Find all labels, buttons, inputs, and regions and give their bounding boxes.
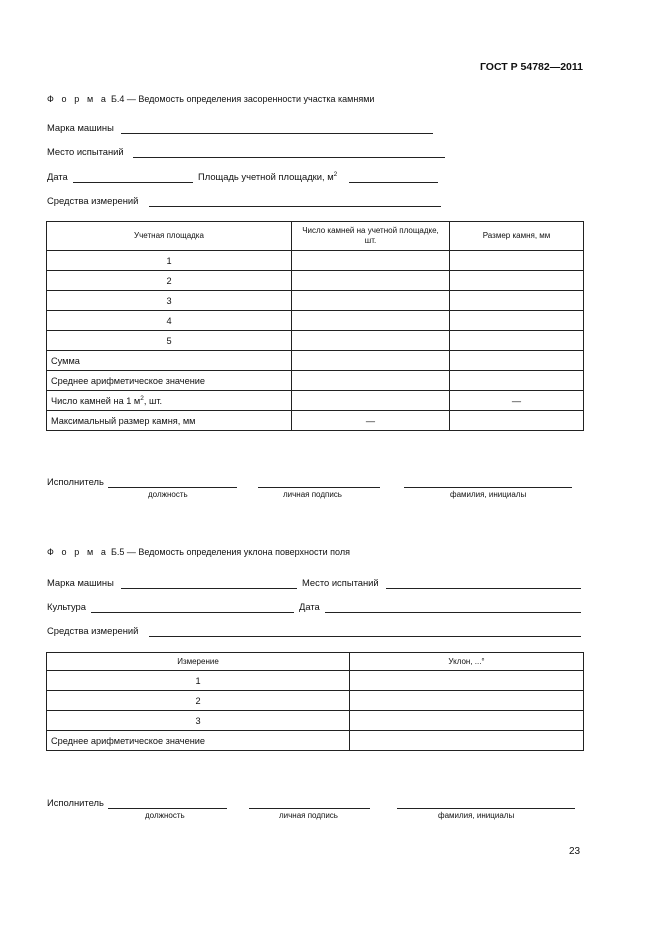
b4-size-cell[interactable] [450,311,584,331]
b4-per-m2-row [47,391,584,411]
table-row [47,331,584,351]
b4-area-text: Площадь учетной площадки, м [198,171,334,183]
b4-per-m2-suffix: , шт. [143,396,163,407]
b4-sum-label: Сумма [47,351,292,371]
b4-signature-line[interactable] [258,487,380,488]
b4-date-field[interactable] [73,182,193,183]
table-row [47,251,584,271]
b5-date-label: Дата [299,601,320,612]
b5-position-caption: должность [145,811,185,820]
b5-machine-field[interactable] [121,588,297,589]
b5-slope-cell[interactable] [350,671,584,691]
b4-position-line[interactable] [108,487,237,488]
b4-count-cell[interactable] [292,291,450,311]
b4-header-count: Число камней на учетной площадке, шт. [292,222,450,251]
b4-size-cell[interactable] [450,371,584,391]
b4-size-cell[interactable] [450,411,584,431]
table-row [47,691,584,711]
b4-per-m2-sup: 2 [140,394,144,402]
table-row [47,311,584,331]
b4-per-m2-prefix: Число камней на 1 м [51,396,141,407]
form-b5-title-text: Б.5 — Ведомость определения уклона поверхности поля [108,547,350,557]
b4-count-cell[interactable] [292,371,450,391]
table-row [47,671,584,691]
b4-name-line[interactable] [404,487,572,488]
b4-count-cell[interactable] [292,311,450,331]
b5-place-label: Место испытаний [302,577,379,588]
b5-place-field[interactable] [386,588,581,589]
b4-signature-caption: личная подпись [283,490,342,499]
table-row [47,271,584,291]
b4-header-size: Размер камня, мм [450,222,584,251]
b4-size-cell[interactable] [450,251,584,271]
b5-name-caption: фамилия, инициалы [438,811,515,820]
b5-slope-cell[interactable] [350,711,584,731]
b4-header-plot: Учетная площадка [47,222,292,251]
b4-table [46,221,584,431]
b5-instruments-field[interactable] [149,636,581,637]
form-b5-title-label: Ф о р м а [47,547,109,557]
b4-max-label: Максимальный размер камня, мм [47,411,292,431]
b5-header-measurement: Измерение [47,653,350,671]
b4-per-m2-label [47,391,292,411]
b4-machine-field[interactable] [121,133,433,134]
b4-max-row [47,411,584,431]
page-number: 23 [569,846,581,857]
b4-plot-number: 5 [47,331,292,351]
b5-performer-label: Исполнитель [47,797,104,808]
b4-mean-label: Среднее арифметическое значение [47,371,292,391]
b4-position-caption: должность [148,490,188,499]
b5-slope-cell[interactable] [350,731,584,751]
b5-signature-caption: личная подпись [279,811,338,820]
standard-number: ГОСТ Р 54782—2011 [479,61,583,73]
b5-signature-line[interactable] [249,808,370,809]
b4-place-field[interactable] [133,157,445,158]
b5-measurement-number: 3 [47,711,350,731]
b4-plot-number: 1 [47,251,292,271]
b5-mean-label: Среднее арифметическое значение [47,731,350,751]
b4-mean-row [47,371,584,391]
b4-machine-label: Марка машины [47,122,114,133]
b4-count-cell[interactable] [292,351,450,371]
table-row [47,711,584,731]
b5-slope-cell[interactable] [350,691,584,711]
b4-date-label: Дата [47,171,68,182]
b4-area-field[interactable] [349,182,438,183]
b4-place-label: Место испытаний [47,146,124,157]
b5-crop-field[interactable] [91,612,294,613]
b4-size-cell[interactable] [450,331,584,351]
b5-date-field[interactable] [325,612,581,613]
b4-size-cell[interactable] [450,351,584,371]
b4-instruments-label: Средства измерений [47,195,139,206]
b5-header-slope: Уклон, ...° [350,653,584,671]
b4-count-cell[interactable] [292,391,450,411]
b5-machine-label: Марка машины [47,577,114,588]
b5-mean-row [47,731,584,751]
b5-instruments-label: Средства измерений [47,625,139,636]
b4-size-cell[interactable] [450,291,584,311]
b4-dash-cell: — [450,391,584,411]
b4-count-cell[interactable] [292,271,450,291]
b5-name-line[interactable] [397,808,575,809]
b5-table [46,652,584,751]
b5-table-header-row [47,653,584,671]
b5-measurement-number: 1 [47,671,350,691]
b5-measurement-number: 2 [47,691,350,711]
b4-count-cell[interactable] [292,251,450,271]
b4-plot-number: 4 [47,311,292,331]
form-b4-title-label: Ф о р м а [47,94,109,104]
form-b5-title [47,547,350,557]
b4-plot-number: 3 [47,291,292,311]
form-b4-title-text: Б.4 — Ведомость определения засоренности участка камнями [108,94,375,104]
b4-count-cell[interactable] [292,331,450,351]
b5-crop-label: Культура [47,601,86,612]
b4-area-sup: 2 [333,171,338,178]
b4-size-cell[interactable] [450,271,584,291]
table-row [47,291,584,311]
form-b4-title [47,94,374,104]
b4-area-label [198,171,337,182]
b4-sum-row [47,351,584,371]
b5-position-line[interactable] [108,808,227,809]
b4-table-header-row [47,222,584,251]
b4-dash-cell: — [292,411,450,431]
b4-plot-number: 2 [47,271,292,291]
b4-instruments-field[interactable] [149,206,441,207]
b4-performer-label: Исполнитель [47,476,104,487]
b4-name-caption: фамилия, инициалы [450,490,527,499]
